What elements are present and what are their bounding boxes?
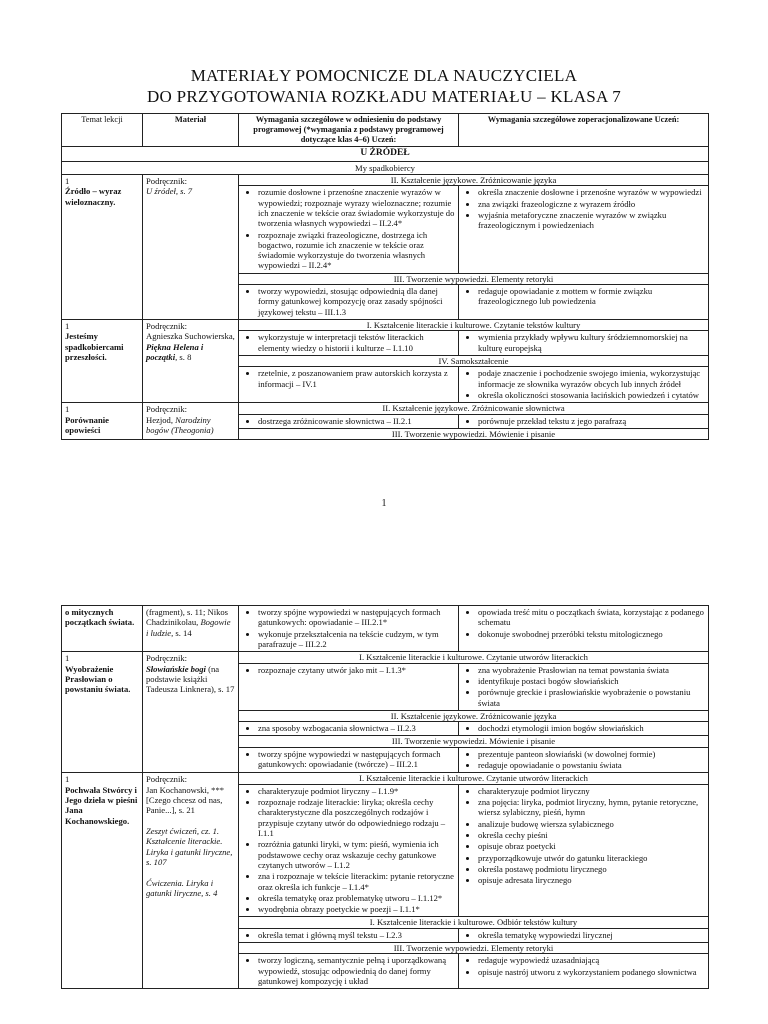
- list-item: • redaguje opowiadanie o powstaniu świata: [478, 760, 705, 770]
- bullet-list: [462, 786, 705, 886]
- document-title-line2: DO PRZYGOTOWANIA ROZKŁADU MATERIAŁU – KLASA 7: [146, 87, 622, 106]
- list-item: • dokonuje swobodnej przeróbki tekstu mitologicznego: [478, 629, 705, 639]
- list-item: • opisuje nastrój utworu z wykorzystaniem podanego słownictwa: [478, 967, 705, 977]
- list-item: • opisuje obraz poetycki: [478, 841, 705, 851]
- section-heading: III. Tworzenie wypowiedzi. Elementy retoryki: [239, 273, 709, 284]
- bullet-list: [242, 368, 455, 389]
- bullet-list: [242, 416, 455, 426]
- operational-cell: [459, 663, 709, 710]
- bullet-list: [462, 332, 705, 353]
- page-number: 1: [381, 498, 387, 509]
- section-heading: III. Tworzenie wypowiedzi. Mówienie i pisanie: [239, 736, 709, 747]
- bullet-list: [462, 286, 705, 307]
- list-item: • wykorzystuje w interpretacji tekstów literackich elementy wiedzy o historii i kulturze – I.1.10: [258, 332, 455, 353]
- list-item: • tworzy spójne wypowiedzi w następujących formach gatunkowych: opowiadanie – III.2.1*: [258, 607, 455, 628]
- requirements-cell: [239, 784, 459, 917]
- requirements-cell: [239, 954, 459, 989]
- section-heading: I. Kształcenie literackie i kulturowe. Czytanie utworów literackich: [239, 773, 709, 784]
- list-item: • określa tematykę oraz problematykę utworu – I.1.12*: [258, 893, 455, 903]
- list-item: • analizuje budowę wiersza sylabicznego: [478, 819, 705, 829]
- list-item: • zna wyobrażenie Prasłowian na temat powstania świata: [478, 665, 705, 675]
- list-item: • rozpoznaje czytany utwór jako mit – I.1.3*: [258, 665, 455, 675]
- list-item: • charakteryzuje podmiot liryczny: [478, 786, 705, 796]
- table-row: [62, 403, 709, 414]
- bullet-list: [462, 368, 705, 400]
- list-item: • określa temat i główną myśl tekstu – I.2.3: [258, 930, 455, 940]
- list-item: • rozróżnia gatunki liryki, w tym: pieśń, wymienia ich podstawowe cechy oraz wskazuje cechy gatunkowe czytanych utworów – I.1.2: [258, 839, 455, 870]
- bullet-list: [462, 416, 705, 426]
- bullet-list: [242, 930, 455, 940]
- lesson-material: (fragment), s. 11; Nikos Chadzinikolau, Bogowie i ludzie, s. 14: [143, 606, 239, 652]
- table-row: [62, 174, 709, 185]
- bullet-list: [242, 187, 455, 271]
- table-header-row: [62, 114, 709, 147]
- operational-cell: [459, 747, 709, 773]
- list-item: • redaguje wypowiedź uzasadniającą: [478, 955, 705, 965]
- list-item: • identyfikuje postaci bogów słowiańskich: [478, 676, 705, 686]
- requirements-cell: [239, 928, 459, 942]
- list-item: • rzetelnie, z poszanowaniem praw autorskich korzysta z informacji – IV.1: [258, 368, 455, 389]
- bullet-list: [242, 607, 455, 649]
- header-material: Materiał: [143, 114, 239, 147]
- bullet-list: [242, 332, 455, 353]
- subchapter-heading: My spadkobiercy: [62, 161, 709, 174]
- operational-cell: [459, 367, 709, 403]
- requirements-cell: [239, 186, 459, 274]
- lesson-material: Podręcznik: Słowiańskie bogi (na podstawie książki Tadeusza Linknera), s. 17: [143, 652, 239, 773]
- list-item: • redaguje opowiadanie z mottem w formie związku frazeologicznego lub powiedzenia: [478, 286, 705, 307]
- list-item: • opowiada treść mitu o początkach świata, korzystając z podanego schematu: [478, 607, 705, 628]
- section-heading: II. Kształcenie językowe. Zróżnicowanie języka: [239, 710, 709, 721]
- bullet-list: [242, 786, 455, 915]
- lesson-material: Podręcznik: U źródeł, s. 7: [143, 174, 239, 319]
- bullet-list: [242, 723, 455, 733]
- operational-cell: [459, 414, 709, 428]
- lesson-topic: 1 Porównanie opowieści: [62, 403, 143, 440]
- operational-cell: [459, 606, 709, 652]
- list-item: • dostrzega zróżnicowanie słownictwa – II.2.1: [258, 416, 455, 426]
- list-item: • określa cechy pieśni: [478, 830, 705, 840]
- bullet-list: [462, 665, 705, 708]
- list-item: • określa postawę podmiotu lirycznego: [478, 864, 705, 874]
- list-item: • określa okoliczności stosowania łacińskich powiedzeń i cytatów: [478, 390, 705, 400]
- section-heading: IV. Samokształcenie: [239, 355, 709, 366]
- chapter-heading: U ŹRÓDEŁ: [62, 147, 709, 161]
- list-item: • tworzy logiczną, semantycznie pełną i uporządkowaną wypowiedź, stosując odpowiednią do danej formy gatunkowej kompozycję i układ: [258, 955, 455, 986]
- header-operational: Wymagania szczegółowe zoperacjonalizowane Uczeń:: [459, 114, 709, 147]
- operational-cell: [459, 954, 709, 989]
- lesson-material: Podręcznik: Jan Kochanowski, *** [Czego chcesz od nas, Panie...], s. 21 Zeszyt ćwiczeń, cz. 1. Kształcenie literackie. Liryka i gatunki liryczne, s. 107 Ćwiczenia. Liryka i gatunki liryczne, s. 4: [143, 773, 239, 989]
- lesson-topic: 1 Źródło – wyraz wieloznaczny.: [62, 174, 143, 319]
- section-heading: I. Kształcenie literackie i kulturowe. Odbiór tekstów kultury: [239, 917, 709, 928]
- table-row: [62, 320, 709, 331]
- list-item: • określa tematykę wypowiedzi lirycznej: [478, 930, 705, 940]
- curriculum-table-page1: [61, 113, 709, 440]
- list-item: • prezentuje panteon słowiański (w dowolnej formie): [478, 749, 705, 759]
- operational-cell: [459, 331, 709, 356]
- section-heading: III. Tworzenie wypowiedzi. Elementy retoryki: [239, 943, 709, 954]
- requirements-cell: [239, 747, 459, 773]
- requirements-cell: [239, 414, 459, 428]
- bullet-list: [242, 955, 455, 986]
- list-item: • tworzy spójne wypowiedzi w następujących formach gatunkowych: opowiadanie (twórcze) – III.2.1: [258, 749, 455, 770]
- section-heading: II. Kształcenie językowe. Zróżnicowanie języka: [239, 174, 709, 185]
- operational-cell: [459, 928, 709, 942]
- bullet-list: [242, 286, 455, 317]
- list-item: • wyodrębnia obrazy poetyckie w poezji – I.1.1*: [258, 904, 455, 914]
- list-item: • dochodzi etymologii imion bogów słowiańskich: [478, 723, 705, 733]
- list-item: • przyporządkowuje utwór do gatunku literackiego: [478, 853, 705, 863]
- bullet-list: [462, 723, 705, 733]
- list-item: • podaje znaczenie i pochodzenie swojego imienia, wykorzystując informacje ze słownika wyrazów obcych lub innych źródeł: [478, 368, 705, 389]
- bullet-list: [462, 607, 705, 639]
- requirements-cell: [239, 367, 459, 403]
- bullet-list: [462, 749, 705, 771]
- bullet-list: [462, 955, 705, 977]
- table-row: [62, 606, 709, 652]
- header-requirements: Wymagania szczegółowe w odniesieniu do podstawy programowej (*wymagania z podstawy programowej dotyczące klas 4–6) Uczeń:: [239, 114, 459, 147]
- operational-cell: [459, 722, 709, 736]
- lesson-material: Podręcznik: Hezjod, Narodziny bogów (Theogonia): [143, 403, 239, 440]
- list-item: • porównuje przekład tekstu z jego parafrazą: [478, 416, 705, 426]
- list-item: • zna sposoby wzbogacania słownictwa – II.2.3: [258, 723, 455, 733]
- operational-cell: [459, 784, 709, 917]
- requirements-cell: [239, 722, 459, 736]
- list-item: • porównuje greckie i prasłowiańskie wyobrażenie o powstaniu świata: [478, 687, 705, 708]
- list-item: • charakteryzuje podmiot liryczny – I.1.9*: [258, 786, 455, 796]
- lesson-topic: 1 Pochwała Stwórcy i Jego dzieła w pieśni Jana Kochanowskiego.: [62, 773, 143, 989]
- list-item: • wykonuje przekształcenia na tekście cudzym, w tym parafrazuje – III.2.2: [258, 629, 455, 650]
- list-item: • opisuje adresata lirycznego: [478, 875, 705, 885]
- document-title-line1: MATERIAŁY POMOCNICZE DLA NAUCZYCIELA: [190, 66, 578, 85]
- operational-cell: [459, 186, 709, 274]
- header-topic: Temat lekcji: [62, 114, 143, 147]
- lesson-topic: 1 Jesteśmy spadkobiercami przeszłości.: [62, 320, 143, 403]
- list-item: • tworzy wypowiedzi, stosując odpowiednią dla danej formy gatunkowej kompozycję oraz zasady spójności językowej tekstu – III.1.3: [258, 286, 455, 317]
- list-item: • określa znaczenie dosłowne i przenośne wyrazów w wypowiedzi: [478, 187, 705, 197]
- requirements-cell: [239, 285, 459, 320]
- lesson-topic: o mitycznych początkach świata.: [62, 606, 143, 652]
- lesson-topic: 1 Wyobrażenie Prasłowian o powstaniu świata.: [62, 652, 143, 773]
- table-row: [62, 652, 709, 663]
- list-item: • rozpoznaje związki frazeologiczne, dostrzega ich bogactwo, rozumie ich znaczenie w tekście oraz świadomie wykorzystuje do tworzenia własnych wypowiedzi – II.2.4*: [258, 230, 455, 271]
- list-item: • wymienia przykłady wpływu kultury śródziemnomorskiej na kulturę europejską: [478, 332, 705, 353]
- list-item: • zna i rozpoznaje w tekście literackim: pytanie retoryczne oraz określa ich funkcje – I.1.4*: [258, 871, 455, 892]
- bullet-list: [462, 930, 705, 940]
- table-row: [62, 773, 709, 784]
- list-item: • zna pojęcia: liryka, podmiot liryczny, hymn, pytanie retoryczne, wiersz sylabiczny, pieśń, hymn: [478, 797, 705, 818]
- list-item: • wyjaśnia metaforyczne znaczenie wyrazów w związku frazeologicznym i powiedzeniach: [478, 210, 705, 231]
- section-heading: I. Kształcenie literackie i kulturowe. Czytanie utworów literackich: [239, 652, 709, 663]
- bullet-list: [462, 187, 705, 230]
- list-item: • zna związki frazeologiczne z wyrazem źródło: [478, 199, 705, 209]
- bullet-list: [242, 665, 455, 675]
- lesson-material: Podręcznik: Agnieszka Suchowierska, Piękna Helena i początki, s. 8: [143, 320, 239, 403]
- operational-cell: [459, 285, 709, 320]
- list-item: • rozumie dosłowne i przenośne znaczenie wyrazów w wypowiedzi; rozpoznaje wyrazy wieloznaczne; rozumie ich znaczenie w tekście oraz świadomie wykorzystuje do tworzenia własnych wypowiedzi – II.2.4*: [258, 187, 455, 228]
- list-item: • rozpoznaje rodzaje literackie: liryka; określa cechy charakterystyczne dla poszczególnych rodzajów i przypisuje czytany utwór do odpowiedniego rodzaju – I.1.1: [258, 797, 455, 838]
- section-heading: II. Kształcenie językowe. Zróżnicowanie słownictwa: [239, 403, 709, 414]
- bullet-list: [242, 749, 455, 770]
- requirements-cell: [239, 663, 459, 710]
- section-heading: I. Kształcenie literackie i kulturowe. Czytanie tekstów kultury: [239, 320, 709, 331]
- requirements-cell: [239, 331, 459, 356]
- curriculum-table-page2: [61, 605, 709, 989]
- requirements-cell: [239, 606, 459, 652]
- section-heading: III. Tworzenie wypowiedzi. Mówienie i pisanie: [239, 428, 709, 439]
